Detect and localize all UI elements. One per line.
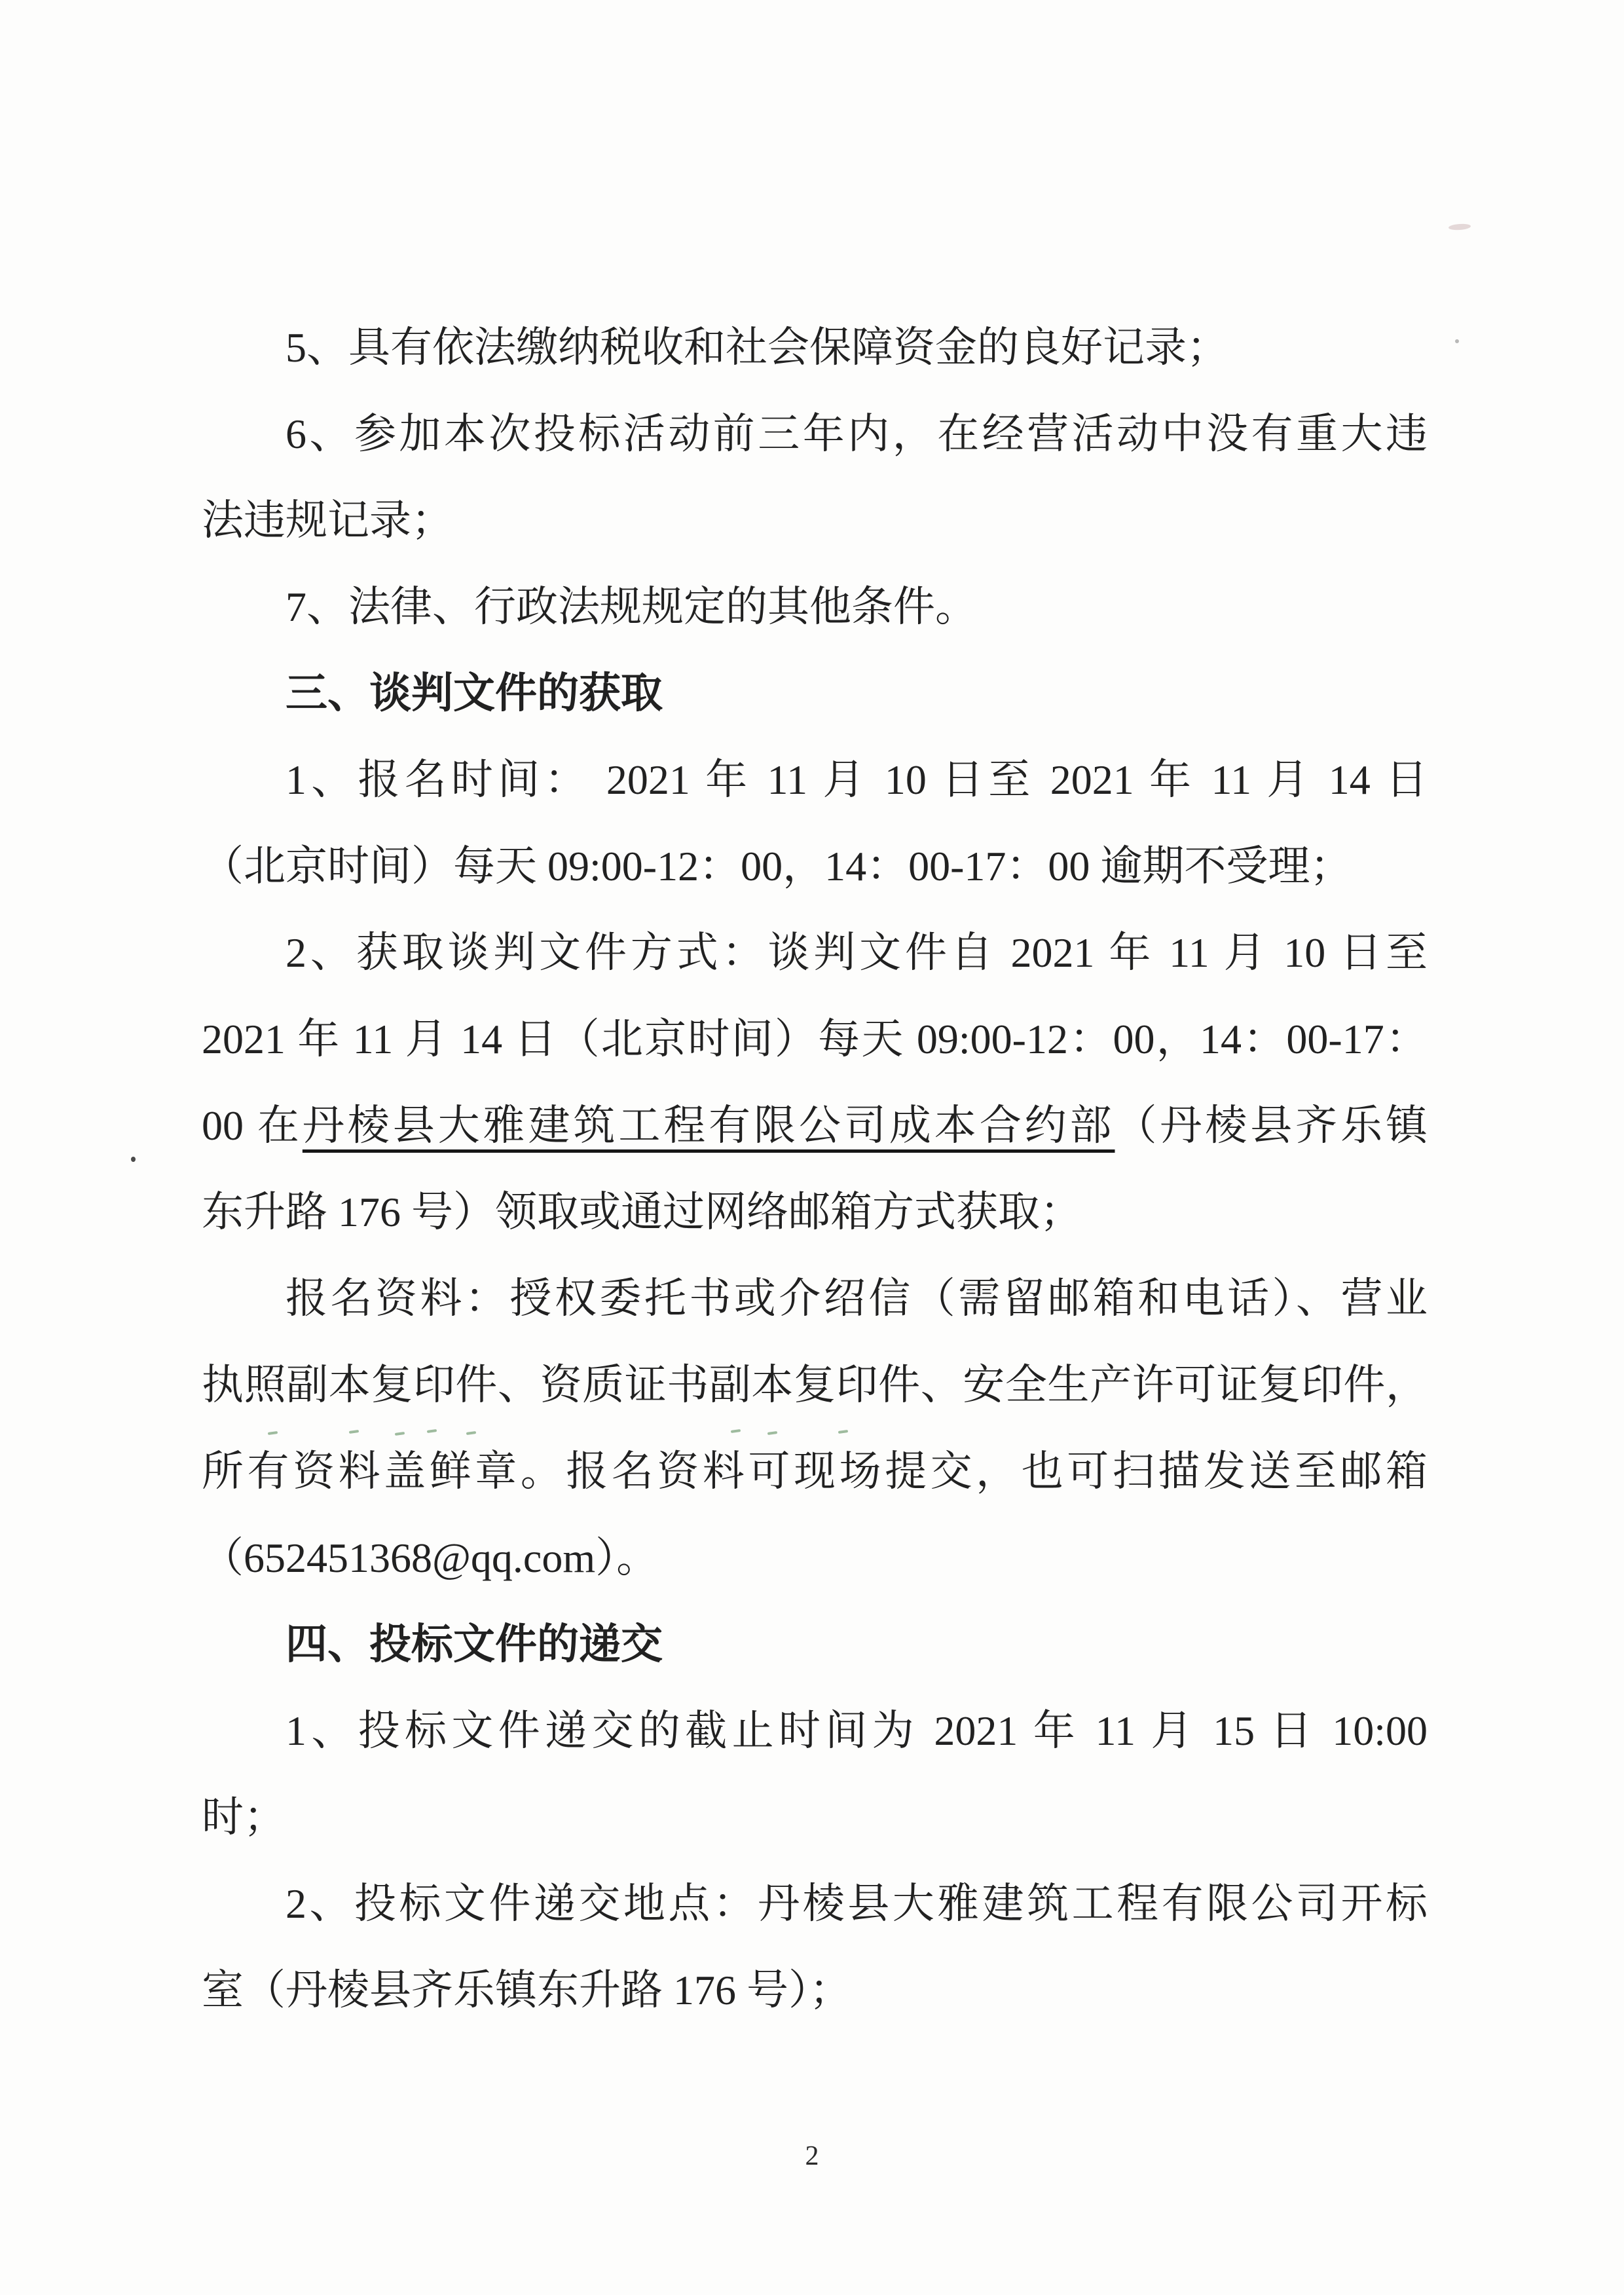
text-line bbox=[202, 477, 1428, 564]
text-line bbox=[202, 1774, 1428, 1861]
text-segment: 6、参加本次投标活动前三年内，在经营活动中没有重大违 bbox=[286, 411, 1428, 457]
text-segment: 三、谈判文件的获取 bbox=[286, 670, 663, 717]
text-segment: 时； bbox=[202, 1794, 286, 1840]
text-line bbox=[202, 1947, 1428, 2034]
text-segment: 5、具有依法缴纳税收和社会保障资金的良好记录； bbox=[286, 324, 1228, 371]
text-segment: 四、投标文件的递交 bbox=[286, 1621, 663, 1668]
scan-artifact-smudge bbox=[1449, 223, 1471, 231]
text-line bbox=[202, 1342, 1428, 1428]
text-line bbox=[202, 305, 1428, 391]
text-line bbox=[202, 1861, 1428, 1947]
underlined-company-department: 丹棱县大雅建筑工程有限公司成本合约部 bbox=[302, 1102, 1115, 1149]
text-segment: 2、投标文件递交地点：丹棱县大雅建筑工程有限公司开标 bbox=[286, 1880, 1428, 1927]
text-segment: 00 在 bbox=[202, 1102, 303, 1149]
text-segment: 法违规记录； bbox=[202, 497, 453, 544]
scan-artifact-dot bbox=[131, 1157, 136, 1162]
text-line bbox=[202, 1688, 1428, 1774]
text-line bbox=[202, 1083, 1428, 1169]
text-segment: 7、法律、行政法规规定的其他条件。 bbox=[286, 584, 977, 630]
text-line bbox=[202, 564, 1428, 650]
document-text bbox=[202, 305, 1428, 2034]
text-segment: （丹棱县齐乐镇 bbox=[1115, 1102, 1428, 1149]
text-segment: 执照副本复印件、资质证书副本复印件、安全生产许可证复印件， bbox=[202, 1362, 1428, 1408]
text-line bbox=[202, 823, 1428, 910]
text-line bbox=[202, 1169, 1428, 1256]
text-segment: 1、报名时间： 2021 年 11 月 10 日至 2021 年 11 月 14 日 bbox=[286, 756, 1428, 803]
text-line bbox=[202, 1256, 1428, 1342]
text-line bbox=[202, 391, 1428, 477]
text-segment: 1、投标文件递交的截止时间为 2021 年 11 月 15 日 10:00 bbox=[286, 1707, 1428, 1754]
text-segment: （北京时间）每天 09:00-12：00，14：00-17：00 逾期不受理； bbox=[202, 843, 1352, 889]
text-segment: 2、获取谈判文件方式：谈判文件自 2021 年 11 月 10 日至 bbox=[286, 929, 1428, 976]
text-segment: 报名资料：授权委托书或介绍信（需留邮箱和电话）、营业 bbox=[286, 1275, 1428, 1322]
text-segment: 东升路 176 号）领取或通过网络邮箱方式获取； bbox=[202, 1189, 1082, 1235]
text-segment: 室（丹棱县齐乐镇东升路 176 号）； bbox=[202, 1967, 851, 2013]
scan-artifact-tiny-dot bbox=[1455, 339, 1459, 343]
text-line bbox=[202, 737, 1428, 823]
text-segment: 2021 年 11 月 14 日（北京时间）每天 09:00-12：00，14：00-17： bbox=[202, 1016, 1428, 1062]
text-line bbox=[202, 1428, 1428, 1515]
page-number: 2 bbox=[805, 2141, 819, 2171]
text-segment: 所有资料盖鲜章。报名资料可现场提交，也可扫描发送至邮箱 bbox=[202, 1448, 1428, 1495]
text-line bbox=[202, 910, 1428, 996]
text-segment: （652451368@qq.com）。 bbox=[202, 1535, 659, 1581]
text-line bbox=[202, 996, 1428, 1083]
section-heading-line bbox=[202, 1601, 1428, 1688]
section-heading-line bbox=[202, 650, 1428, 737]
text-line bbox=[202, 1515, 1428, 1601]
